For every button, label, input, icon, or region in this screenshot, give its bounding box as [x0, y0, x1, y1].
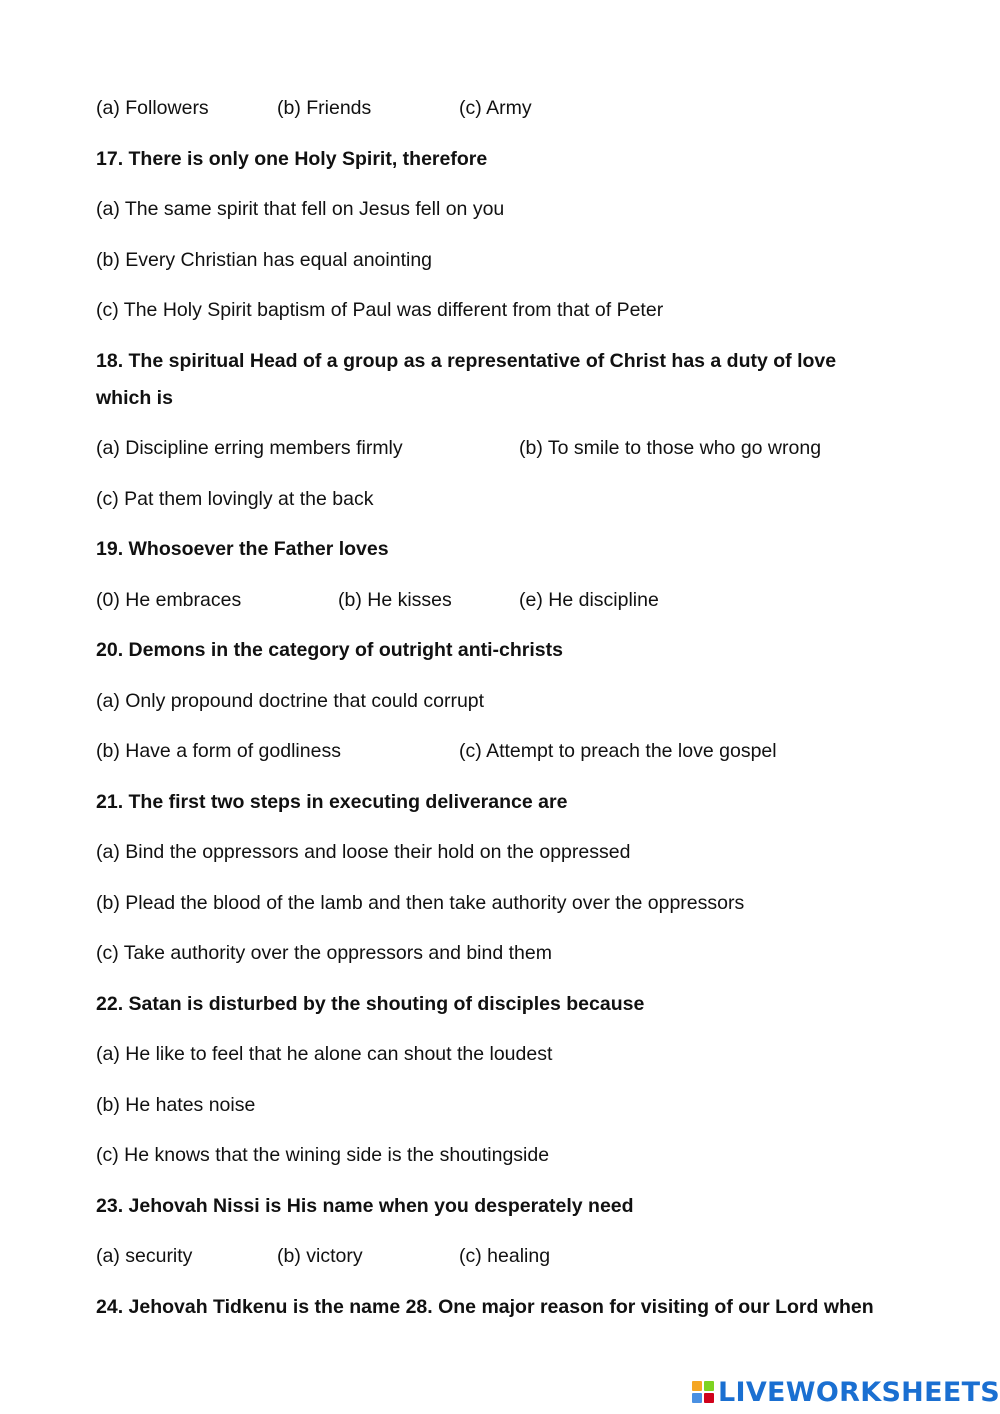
liveworksheets-logo [692, 1376, 1000, 1408]
q23-question: 23. Jehovah Nissi is His name when you desperately need [96, 1195, 634, 1217]
q16-option-c: (c) Army [459, 97, 532, 119]
q17-question: 17. There is only one Holy Spirit, therefore [96, 148, 488, 170]
q20-option-b: (b) Have a form of godliness [96, 740, 341, 762]
q19-question: 19. Whosoever the Father loves [96, 538, 389, 560]
q17-option-a: (a) The same spirit that fell on Jesus fell on you [96, 198, 505, 220]
q24-question: 24. Jehovah Tidkenu is the name 28. One major reason for visiting of our Lord when [96, 1296, 874, 1318]
q18-question-line1: 18. The spiritual Head of a group as a representative of Christ has a duty of love [96, 350, 837, 372]
q18-question-line2: which is [96, 387, 173, 409]
q18-option-b: (b) To smile to those who go wrong [519, 437, 822, 459]
q22-option-b: (b) He hates noise [96, 1094, 256, 1116]
q19-option-b: (b) He kisses [338, 589, 452, 611]
q21-option-c: (c) Take authority over the oppressors and bind them [96, 942, 552, 964]
q23-option-a: (a) security [96, 1245, 193, 1267]
logo-square-4 [704, 1393, 714, 1403]
q20-option-c: (c) Attempt to preach the love gospel [459, 740, 777, 762]
q22-option-a: (a) He like to feel that he alone can shout the loudest [96, 1043, 553, 1065]
q21-option-b: (b) Plead the blood of the lamb and then take authority over the oppressors [96, 892, 745, 914]
brand-name: LIVEWORKSHEETS [718, 1376, 1000, 1408]
q17-option-b: (b) Every Christian has equal anointing [96, 249, 433, 271]
logo-grid-icon [692, 1381, 714, 1403]
q19-option-c: (e) He discipline [519, 589, 659, 611]
q22-question: 22. Satan is disturbed by the shouting of disciples because [96, 993, 645, 1015]
q16-option-b: (b) Friends [277, 97, 372, 119]
logo-square-2 [704, 1381, 714, 1391]
q18-option-a: (a) Discipline erring members firmly [96, 437, 403, 459]
q20-question: 20. Demons in the category of outright anti-christs [96, 639, 563, 661]
q23-option-c: (c) healing [459, 1245, 551, 1267]
q22-option-c: (c) He knows that the wining side is the shoutingside [96, 1144, 550, 1166]
q18-option-c: (c) Pat them lovingly at the back [96, 488, 374, 510]
q23-option-b: (b) victory [277, 1245, 363, 1267]
q16-option-a: (a) Followers [96, 97, 209, 119]
logo-square-1 [692, 1381, 702, 1391]
q21-question: 21. The first two steps in executing deliverance are [96, 791, 568, 813]
q17-option-c: (c) The Holy Spirit baptism of Paul was different from that of Peter [96, 299, 664, 321]
q19-option-a: (0) He embraces [96, 589, 242, 611]
q21-option-a: (a) Bind the oppressors and loose their hold on the oppressed [96, 841, 631, 863]
q20-option-a: (a) Only propound doctrine that could corrupt [96, 690, 485, 712]
logo-square-3 [692, 1393, 702, 1403]
